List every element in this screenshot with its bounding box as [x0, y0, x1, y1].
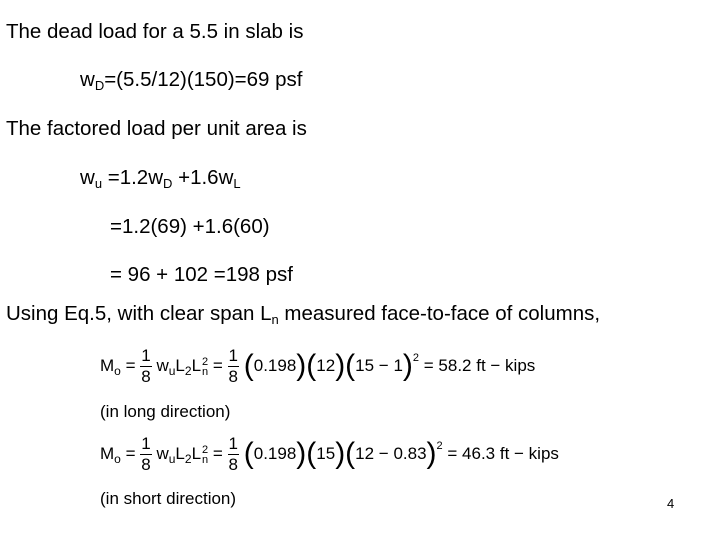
- page-number: 4: [667, 496, 675, 511]
- equation-wu: $w_u =1.2w_D +1.6w_L$: [80, 166, 241, 191]
- equation-mo-long: $M_o$ = $\frac{1}{8}$ $w_uL_2L$ 2 n = $\frac{1}{8}$ $(0.198)(12)(15 - 1)^2 = 58.2$ ft − kips: [100, 346, 536, 386]
- note-long-direction: (in long direction): [100, 402, 231, 421]
- equation-wu-substituted: =1.2(69) +1.6(60): [110, 215, 270, 238]
- fraction-one-eighth: $\frac{1}{8}$: [228, 346, 238, 386]
- fraction-one-eighth: $\frac{1}{8}$: [141, 434, 151, 474]
- note-short-direction: (in short direction): [100, 489, 237, 508]
- equation-wd: $w_D=(5.5/12)(150)=69$ psf: [80, 68, 303, 93]
- equation-mo-short: $M_o$ = $\frac{1}{8}$ $w_uL_2L$ 2 n = $\frac{1}{8}$ $(0.198)(15)(12 - 0.83)^2 = 46.3$ ft − kips: [100, 434, 559, 474]
- equation-wu-result: = 96 + 102 =198 psf: [110, 263, 293, 286]
- text-using-eq5: Using Eq.5, with clear span $L_n$ measured face-to-face of columns,: [6, 302, 601, 327]
- fraction-one-eighth: $\frac{1}{8}$: [141, 346, 151, 386]
- text-dead-load: The dead load for a 5.5 in slab is: [6, 20, 304, 43]
- text-factored-load: The factored load per unit area is: [6, 117, 307, 140]
- fraction-one-eighth: $\frac{1}{8}$: [228, 434, 238, 474]
